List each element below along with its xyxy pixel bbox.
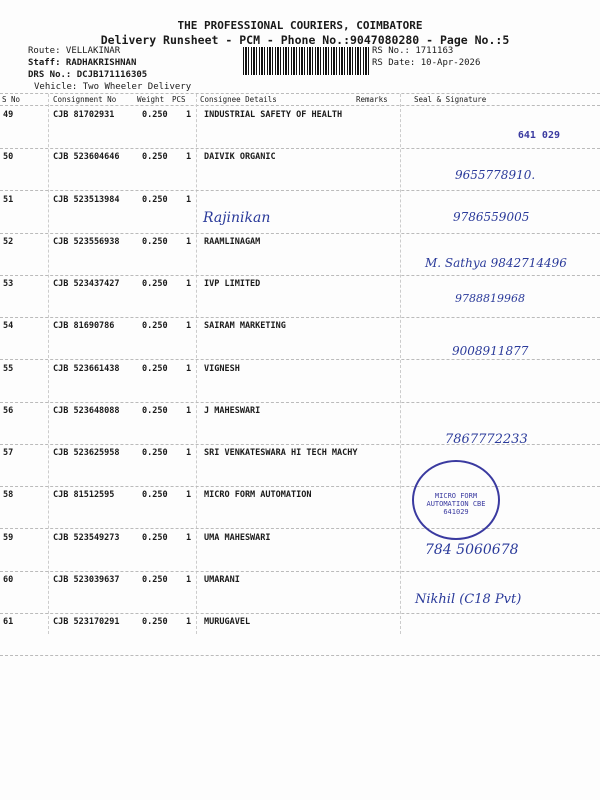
weight: 0.250 xyxy=(142,152,168,163)
weight: 0.250 xyxy=(142,490,168,501)
pieces: 1 xyxy=(186,279,192,289)
consignment-number: CJB 523549273 xyxy=(53,532,120,543)
row-sno: 57 xyxy=(3,448,14,458)
consignment-number: CJB 81702931 xyxy=(53,110,115,120)
handwritten-phone: 9788819968 xyxy=(455,292,525,305)
consignee-name: MICRO FORM AUTOMATION xyxy=(204,490,312,501)
divider xyxy=(0,275,600,276)
divider xyxy=(0,402,600,403)
table-row xyxy=(0,617,600,659)
consignee-name: SRI VENKATESWARA HI TECH MACHY xyxy=(204,448,358,458)
row-sno: 52 xyxy=(3,236,14,247)
col-sno: S No xyxy=(2,95,21,104)
divider xyxy=(0,528,600,529)
row-sno: 54 xyxy=(3,321,14,332)
handwritten-phone: 9786559005 xyxy=(453,210,530,224)
consignment-number: CJB 523648088 xyxy=(53,405,120,416)
handwritten-phone: 7867772233 xyxy=(445,432,528,447)
weight: 0.250 xyxy=(142,321,168,332)
consignee-name: J MAHESWARI xyxy=(204,405,261,416)
weight: 0.250 xyxy=(142,363,168,374)
handwritten-signature: Nikhil (C18 Pvt) xyxy=(415,592,522,607)
row-sno: 50 xyxy=(3,152,14,163)
consignee-name: INDUSTRIAL SAFETY OF HEALTH xyxy=(204,110,343,120)
col-pcs: PCS xyxy=(172,95,186,104)
divider xyxy=(0,233,600,234)
pieces: 1 xyxy=(186,363,192,374)
pieces: 1 xyxy=(186,448,192,458)
row-sno: 51 xyxy=(3,194,14,205)
divider xyxy=(0,190,600,191)
consignment-number: CJB 523039637 xyxy=(53,574,120,585)
consignment-number: CJB 523437427 xyxy=(53,279,120,289)
pieces: 1 xyxy=(186,490,192,501)
consignee-name: SAIRAM MARKETING xyxy=(204,321,286,332)
pieces: 1 xyxy=(186,405,192,416)
weight: 0.250 xyxy=(142,617,168,627)
rs-date: RS Date: 10-Apr-2026 xyxy=(372,58,481,68)
divider xyxy=(0,359,600,360)
seal-stamp: 641 029 xyxy=(517,130,560,141)
consignment-number: CJB 523556938 xyxy=(53,236,120,247)
divider xyxy=(0,105,600,106)
divider xyxy=(0,655,600,656)
row-sno: 56 xyxy=(3,405,14,416)
col-remarks: Remarks xyxy=(356,95,388,104)
pieces: 1 xyxy=(186,194,192,205)
consignment-number: CJB 81512595 xyxy=(53,490,115,501)
divider xyxy=(0,93,600,94)
consignee-name: DAIVIK ORGANIC xyxy=(204,152,276,163)
handwritten-phone: 9008911877 xyxy=(452,344,529,358)
weight: 0.250 xyxy=(142,574,168,585)
table-row xyxy=(0,448,600,490)
weight: 0.250 xyxy=(142,448,168,458)
staff: Staff: RADHAKRISHNAN xyxy=(28,58,137,68)
divider xyxy=(0,148,600,149)
pieces: 1 xyxy=(186,321,192,332)
consignee-name: VIGNESH xyxy=(204,363,240,374)
handwritten-phone: M. Sathya 9842714496 xyxy=(425,256,567,270)
divider xyxy=(0,486,600,487)
divider xyxy=(0,317,600,318)
col-weight: Weight xyxy=(137,95,165,104)
pieces: 1 xyxy=(186,574,192,585)
pieces: 1 xyxy=(186,532,192,543)
barcode xyxy=(243,47,369,75)
consignment-number: CJB 81690786 xyxy=(53,321,115,332)
handwritten-phone: 9655778910. xyxy=(455,168,536,182)
row-sno: 60 xyxy=(3,574,14,585)
divider xyxy=(0,613,600,614)
weight: 0.250 xyxy=(142,110,168,120)
consignee-name: IVP LIMITED xyxy=(204,279,261,289)
drs-number: DRS No.: DCJB171116305 xyxy=(28,70,148,80)
weight: 0.250 xyxy=(142,279,168,289)
consignment-number: CJB 523625958 xyxy=(53,448,120,458)
pieces: 1 xyxy=(186,110,192,120)
row-sno: 53 xyxy=(3,279,14,289)
consignee-name: UMARANI xyxy=(204,574,240,585)
pieces: 1 xyxy=(186,152,192,163)
weight: 0.250 xyxy=(142,405,168,416)
col-consignment: Consignment No xyxy=(53,95,117,104)
consignee-name: UMA MAHESWARI xyxy=(204,532,271,543)
row-sno: 55 xyxy=(3,363,14,374)
col-consignee: Consignee Details xyxy=(200,95,277,104)
route: Route: VELLAKINAR xyxy=(28,46,121,56)
vehicle: Vehicle: Two Wheeler Delivery xyxy=(34,82,192,92)
consignment-number: CJB 523604646 xyxy=(53,152,120,163)
table-row xyxy=(0,490,600,532)
weight: 0.250 xyxy=(142,532,168,543)
pieces: 1 xyxy=(186,617,192,627)
consignment-number: CJB 523661438 xyxy=(53,363,120,374)
col-signature: Seal & Signature xyxy=(414,95,487,104)
consignment-number: CJB 523513984 xyxy=(53,194,120,205)
consignee-name: RAAMLINAGAM xyxy=(204,236,261,247)
runsheet-subtitle: Delivery Runsheet - PCM - Phone No.:9047080280 - Page No.:5 xyxy=(100,33,510,47)
seal-stamp: MICRO FORM AUTOMATION CBE 641029 xyxy=(412,460,500,540)
row-sno: 49 xyxy=(3,110,14,120)
row-sno: 61 xyxy=(3,617,14,627)
divider xyxy=(0,571,600,572)
table-row xyxy=(0,364,600,406)
consignee-name: MURUGAVEL xyxy=(204,617,251,627)
rs-number: RS No.: 1711163 xyxy=(372,46,454,56)
weight: 0.250 xyxy=(142,236,168,247)
row-sno: 58 xyxy=(3,490,14,501)
weight: 0.250 xyxy=(142,194,168,205)
handwritten-name: Rajinikan xyxy=(203,210,271,226)
pieces: 1 xyxy=(186,236,192,247)
row-sno: 59 xyxy=(3,532,14,543)
consignment-number: CJB 523170291 xyxy=(53,617,120,627)
company-title: THE PROFESSIONAL COURIERS, COIMBATORE xyxy=(177,19,423,32)
handwritten-phone: 784 5060678 xyxy=(425,542,519,558)
